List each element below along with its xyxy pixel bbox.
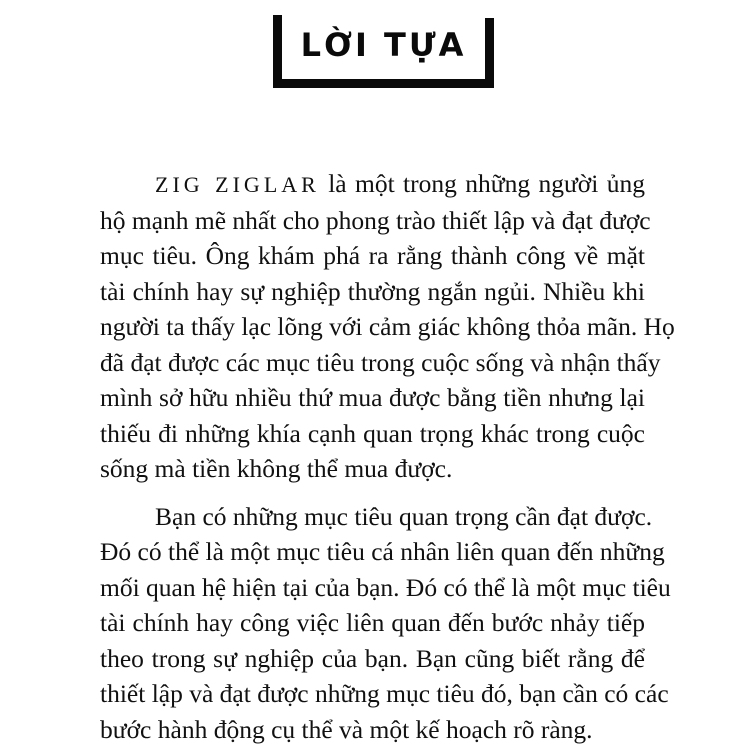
bracket-notch xyxy=(485,15,494,18)
author-name: ZIG ZIGLAR xyxy=(155,172,320,197)
text-line: mình sở hữu nhiều thứ mua được bằng tiền nhưng lại xyxy=(100,383,645,412)
text-line: đã đạt được các mục tiêu trong cuộc sống và nhận thấy xyxy=(100,347,661,377)
text-line: bước hành động cụ thể và một kế hoạch rõ ràng. xyxy=(100,714,593,744)
text-line: tài chính hay sự nghiệp thường ngắn ngủi. Nhiều khi xyxy=(100,276,645,306)
text-line: theo trong sự nghiệp của bạn. Bạn cũng biết rằng để xyxy=(100,643,645,673)
body-text xyxy=(100,166,675,747)
paragraph-2 xyxy=(100,499,671,748)
text-line: mục tiêu. Ông khám phá ra rằng thành công về mặt xyxy=(100,241,645,270)
paragraph-1 xyxy=(100,166,675,487)
text-line: tài chính hay công việc liên quan đến bước nhảy tiếp xyxy=(100,608,645,637)
text-line: thiết lập và đạt được những mục tiêu đó, bạn cần có các xyxy=(100,679,669,708)
text-line: sống mà tiền không thể mua được. xyxy=(100,454,453,483)
text-line: người ta thấy lạc lõng với cảm giác không thỏa mãn. Họ xyxy=(100,312,675,341)
text-line: mối quan hệ hiện tại của bạn. Đó có thể là một mục tiêu xyxy=(100,572,671,602)
text-line: hộ mạnh mẽ nhất cho phong trào thiết lập và đạt được xyxy=(100,205,651,235)
text-line: Đó có thể là một mục tiêu cá nhân liên quan đến những xyxy=(100,537,665,566)
chapter-title: LỜI TỰA xyxy=(300,26,467,64)
text-line: ZIG ZIGLAR là một trong những người ủng xyxy=(155,169,645,198)
text-line: Bạn có những mục tiêu quan trọng cần đạt được. xyxy=(155,501,653,531)
text-line: thiếu đi những khía cạnh quan trọng khác trong cuộc xyxy=(100,418,645,448)
